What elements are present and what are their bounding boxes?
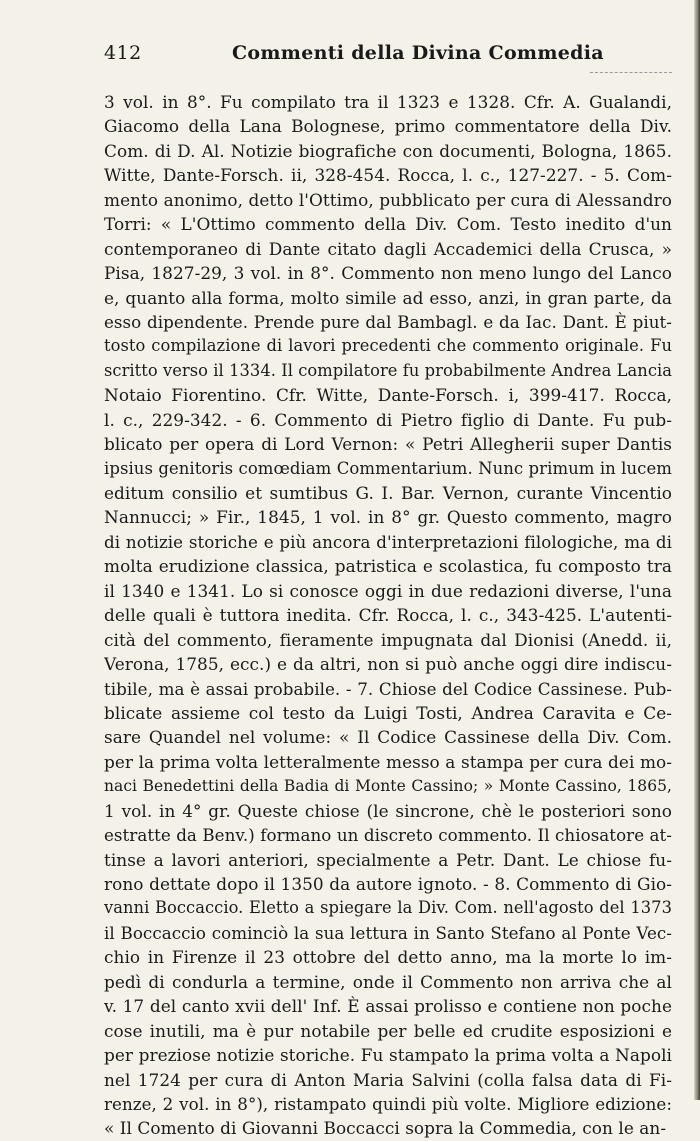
body-text bbox=[104, 90, 672, 1141]
text-line: l. c., 229-342. - 6. Commento di Pietro figlio di Dante. Fu pub- bbox=[104, 409, 672, 430]
text-line: blicate assieme col testo da Luigi Tosti, Andrea Caravita e Ce- bbox=[104, 702, 672, 723]
text-line: blicato per opera di Lord Vernon: « Petri Allegherii super Dantis bbox=[104, 434, 672, 455]
text-line: molta erudizione classica, patristica e scolastica, fu composto tra bbox=[104, 556, 672, 577]
text-line: Com. di D. Al. Notizie biografiche con documenti, Bologna, 1865. bbox=[104, 140, 672, 161]
text-line: rono dettate dopo il 1350 da autore ignoto. - 8. Commento di Gio- bbox=[104, 874, 672, 894]
text-line: pedì di condurla a termine, onde il Commento non arriva che al bbox=[104, 971, 672, 992]
text-line: editum consilio et sumtibus G. I. Bar. Vernon, curante Vincentio bbox=[104, 483, 672, 503]
text-line: Giacomo della Lana Bolognese, primo commentatore della Div. bbox=[104, 116, 672, 137]
page-number: 412 bbox=[104, 42, 142, 64]
text-line: estratte da Benv.) formano un discreto commento. Il chiosatore at- bbox=[104, 825, 672, 846]
text-line: mento anonimo, detto l'Ottimo, pubblicato per cura di Alessandro bbox=[104, 189, 672, 210]
text-line: chio in Firenze il 23 ottobre del detto anno, ma la morte lo im- bbox=[104, 947, 672, 968]
text-line: 3 vol. in 8°. Fu compilato tra il 1323 e 1328. Cfr. A. Gualandi, bbox=[104, 92, 672, 112]
text-line: nel 1724 per cura di Anton Maria Salvini (colla falsa data di Fi- bbox=[104, 1069, 672, 1090]
text-line: di notizie storiche e più ancora d'interpretazioni filologiche, ma di bbox=[104, 531, 672, 552]
text-line: per preziose notizie storiche. Fu stampato la prima volta a Napoli bbox=[104, 1045, 672, 1066]
text-line: tibile, ma è assai probabile. - 7. Chiose del Codice Cassinese. Pub- bbox=[104, 678, 672, 699]
text-line: Pisa, 1827-29, 3 vol. in 8°. Commento non meno lungo del Lanco bbox=[104, 263, 672, 284]
text-line: cose inutili, ma è pur notabile per belle ed crudite esposizioni e bbox=[104, 1020, 672, 1041]
text-line: Verona, 1785, ecc.) e da altri, non si può anche oggi dire indiscu- bbox=[104, 654, 672, 675]
text-line: delle quali è tuttora inedita. Cfr. Rocca, l. c., 343-425. L'autenti- bbox=[104, 605, 672, 626]
header-rule bbox=[590, 72, 672, 73]
text-line: contemporaneo di Dante citato dagli Accademici della Crusca, » bbox=[104, 238, 672, 259]
text-line: il Boccaccio cominciò la sua lettura in Santo Stefano al Ponte Vec- bbox=[104, 922, 672, 943]
text-line: naci Benedettini della Badia di Monte Cassino; » Monte Cassino, 1865, bbox=[104, 777, 672, 796]
page-header bbox=[104, 42, 672, 66]
text-line: v. 17 del canto xvii dell' Inf. È assai prolisso e contiene non poche bbox=[104, 996, 672, 1017]
text-line: renze, 2 vol. in 8°), ristampato quindi più volte. Migliore edizione: bbox=[104, 1093, 672, 1114]
text-line: Notaio Fiorentino. Cfr. Witte, Dante-Forsch. i, 399-417. Rocca, bbox=[104, 385, 672, 406]
text-line: vanni Boccaccio. Eletto a spiegare la Div. Com. nell'agosto del 1373 bbox=[104, 898, 672, 918]
text-line: « Il Comento di Giovanni Boccacci sopra la Commedia, con le an- bbox=[104, 1118, 667, 1139]
text-line: per la prima volta letteralmente messo a stampa per cura dei mo- bbox=[104, 751, 672, 772]
text-line: Torri: « L'Ottimo commento della Div. Com. Testo inedito d'un bbox=[104, 214, 672, 235]
text-line: sare Quandel nel volume: « Il Codice Cassinese della Div. Com. bbox=[104, 727, 672, 748]
text-line: esso dipendente. Prende pure dal Bambagl. e da Iac. Dant. È piut- bbox=[104, 311, 672, 332]
text-line: il 1340 e 1341. Lo si conosce oggi in due redazioni diverse, l'una bbox=[104, 580, 672, 601]
text-line: ipsius genitoris comœdiam Commentarium. Nunc primum in lucem bbox=[104, 458, 672, 478]
page-edge bbox=[694, 0, 700, 1100]
text-line: cità del commento, fieramente impugnata dal Dionisi (Anedd. ii, bbox=[104, 629, 672, 650]
running-title: Commenti della Divina Commedia bbox=[232, 42, 604, 64]
text-line: tosto compilazione di lavori precedenti che commento originale. Fu bbox=[104, 336, 672, 356]
text-line: Witte, Dante-Forsch. ii, 328-454. Rocca, l. c., 127-227. - 5. Com- bbox=[104, 165, 672, 186]
text-line: e, quanto alla forma, molto simile ad esso, anzi, in gran parte, da bbox=[104, 287, 672, 308]
text-line: 1 vol. in 4° gr. Queste chiose (le sincrone, chè le posteriori sono bbox=[104, 800, 672, 821]
text-line: Nannucci; » Fir., 1845, 1 vol. in 8° gr. Questo commento, magro bbox=[104, 507, 672, 528]
text-line: scritto verso il 1334. Il compilatore fu probabilmente Andrea Lancia bbox=[104, 360, 672, 380]
text-line: tinse a lavori anteriori, specialmente a Petr. Dant. Le chiose fu- bbox=[104, 849, 672, 870]
